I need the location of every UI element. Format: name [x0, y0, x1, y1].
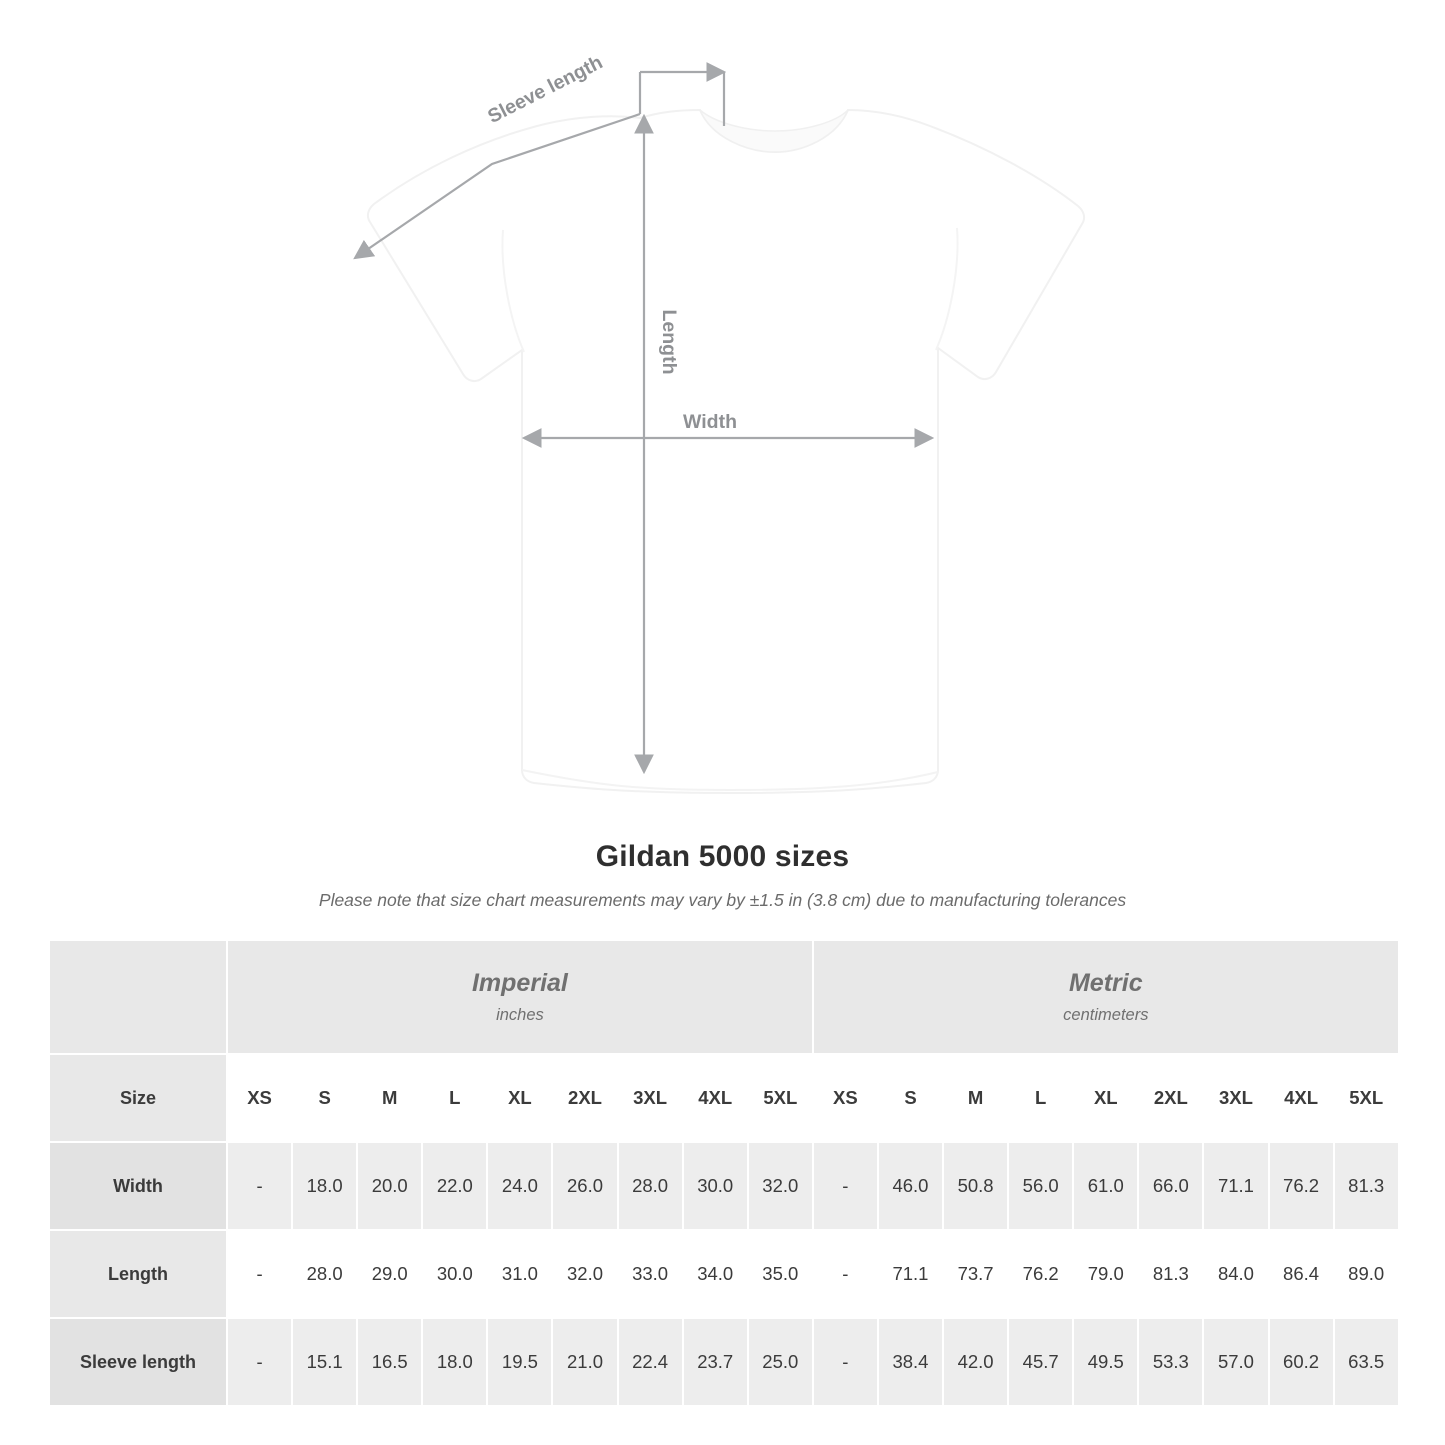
cell-length-8: 35.0 — [748, 1230, 813, 1318]
column-header-4xl-metric: 4XL — [1269, 1054, 1334, 1142]
sleeve-length-label: Sleeve length — [484, 51, 607, 128]
cell-length-13: 79.0 — [1073, 1230, 1138, 1318]
cell-width-5: 26.0 — [552, 1142, 617, 1230]
column-header-xl-imperial: XL — [487, 1054, 552, 1142]
cell-sleeve-17: 63.5 — [1334, 1318, 1399, 1406]
cell-sleeve-13: 49.5 — [1073, 1318, 1138, 1406]
column-header-s-imperial: S — [292, 1054, 357, 1142]
column-header-xs-metric: XS — [813, 1054, 878, 1142]
table-row — [49, 1142, 1399, 1230]
cell-width-11: 50.8 — [943, 1142, 1008, 1230]
cell-width-12: 56.0 — [1008, 1142, 1073, 1230]
size-row-label: Size — [49, 1054, 227, 1142]
unit-group-imperial-sub: inches — [496, 1005, 544, 1024]
column-header-4xl-imperial: 4XL — [683, 1054, 748, 1142]
column-header-l-metric: L — [1008, 1054, 1073, 1142]
column-header-m-imperial: M — [357, 1054, 422, 1142]
cell-width-13: 61.0 — [1073, 1142, 1138, 1230]
cell-length-1: 28.0 — [292, 1230, 357, 1318]
cell-width-10: 46.0 — [878, 1142, 943, 1230]
cell-length-5: 32.0 — [552, 1230, 617, 1318]
cell-sleeve-10: 38.4 — [878, 1318, 943, 1406]
chart-title: Gildan 5000 sizes — [595, 840, 850, 873]
column-header-3xl-imperial: 3XL — [618, 1054, 683, 1142]
chart-note: Please note that size chart measurements may vary by ±1.5 in (3.8 cm) due to manufacturing tolerances — [318, 890, 1127, 910]
cell-length-6: 33.0 — [618, 1230, 683, 1318]
unit-group-metric-sub: centimeters — [1063, 1005, 1149, 1024]
column-header-2xl-imperial: 2XL — [552, 1054, 617, 1142]
cell-sleeve-4: 19.5 — [487, 1318, 552, 1406]
size-chart-table — [48, 939, 1400, 1407]
cell-length-7: 34.0 — [683, 1230, 748, 1318]
cell-length-12: 76.2 — [1008, 1230, 1073, 1318]
cell-width-6: 28.0 — [618, 1142, 683, 1230]
unit-group-metric — [813, 940, 1399, 1054]
size-chart-table-wrapper — [48, 939, 1397, 1407]
unit-group-metric-name: Metric — [1068, 969, 1143, 998]
cell-width-8: 32.0 — [748, 1142, 813, 1230]
cell-sleeve-15: 57.0 — [1203, 1318, 1268, 1406]
column-header-5xl-imperial: 5XL — [748, 1054, 813, 1142]
cell-width-4: 24.0 — [487, 1142, 552, 1230]
cell-width-7: 30.0 — [683, 1142, 748, 1230]
cell-length-11: 73.7 — [943, 1230, 1008, 1318]
cell-length-3: 30.0 — [422, 1230, 487, 1318]
cell-length-2: 29.0 — [357, 1230, 422, 1318]
table-row — [49, 1230, 1399, 1318]
table-header-row — [49, 1054, 1399, 1142]
row-label-sleeve-length: Sleeve length — [49, 1318, 227, 1406]
cell-length-17: 89.0 — [1334, 1230, 1399, 1318]
column-header-xs-imperial: XS — [227, 1054, 292, 1142]
length-label: Length — [658, 309, 680, 375]
cell-length-16: 86.4 — [1269, 1230, 1334, 1318]
cell-length-15: 84.0 — [1203, 1230, 1268, 1318]
cell-width-15: 71.1 — [1203, 1142, 1268, 1230]
cell-sleeve-9: - — [813, 1318, 878, 1406]
unit-group-spacer — [49, 940, 227, 1054]
table-row — [49, 1318, 1399, 1406]
width-label: Width — [683, 411, 737, 433]
cell-sleeve-6: 22.4 — [618, 1318, 683, 1406]
cell-sleeve-5: 21.0 — [552, 1318, 617, 1406]
cell-sleeve-8: 25.0 — [748, 1318, 813, 1406]
column-header-2xl-metric: 2XL — [1138, 1054, 1203, 1142]
column-header-xl-metric: XL — [1073, 1054, 1138, 1142]
column-header-5xl-metric: 5XL — [1334, 1054, 1399, 1142]
cell-sleeve-14: 53.3 — [1138, 1318, 1203, 1406]
cell-width-2: 20.0 — [357, 1142, 422, 1230]
unit-group-imperial — [227, 940, 813, 1054]
cell-width-1: 18.0 — [292, 1142, 357, 1230]
cell-sleeve-2: 16.5 — [357, 1318, 422, 1406]
tshirt-shape — [368, 110, 1084, 793]
row-label-width: Width — [49, 1142, 227, 1230]
cell-width-0: - — [227, 1142, 292, 1230]
unit-group-imperial-name: Imperial — [471, 969, 568, 998]
cell-sleeve-3: 18.0 — [422, 1318, 487, 1406]
cell-length-0: - — [227, 1230, 292, 1318]
column-header-l-imperial: L — [422, 1054, 487, 1142]
cell-sleeve-1: 15.1 — [292, 1318, 357, 1406]
cell-width-14: 66.0 — [1138, 1142, 1203, 1230]
cell-sleeve-7: 23.7 — [683, 1318, 748, 1406]
cell-length-4: 31.0 — [487, 1230, 552, 1318]
column-header-3xl-metric: 3XL — [1203, 1054, 1268, 1142]
cell-sleeve-0: - — [227, 1318, 292, 1406]
chart-header — [0, 840, 1445, 911]
unit-group-row — [49, 940, 1399, 1054]
row-label-length: Length — [49, 1230, 227, 1318]
cell-width-17: 81.3 — [1334, 1142, 1399, 1230]
cell-length-14: 81.3 — [1138, 1230, 1203, 1318]
cell-sleeve-16: 60.2 — [1269, 1318, 1334, 1406]
cell-width-9: - — [813, 1142, 878, 1230]
cell-width-16: 76.2 — [1269, 1142, 1334, 1230]
column-header-s-metric: S — [878, 1054, 943, 1142]
cell-length-9: - — [813, 1230, 878, 1318]
column-header-m-metric: M — [943, 1054, 1008, 1142]
cell-width-3: 22.0 — [422, 1142, 487, 1230]
cell-sleeve-11: 42.0 — [943, 1318, 1008, 1406]
cell-sleeve-12: 45.7 — [1008, 1318, 1073, 1406]
cell-length-10: 71.1 — [878, 1230, 943, 1318]
